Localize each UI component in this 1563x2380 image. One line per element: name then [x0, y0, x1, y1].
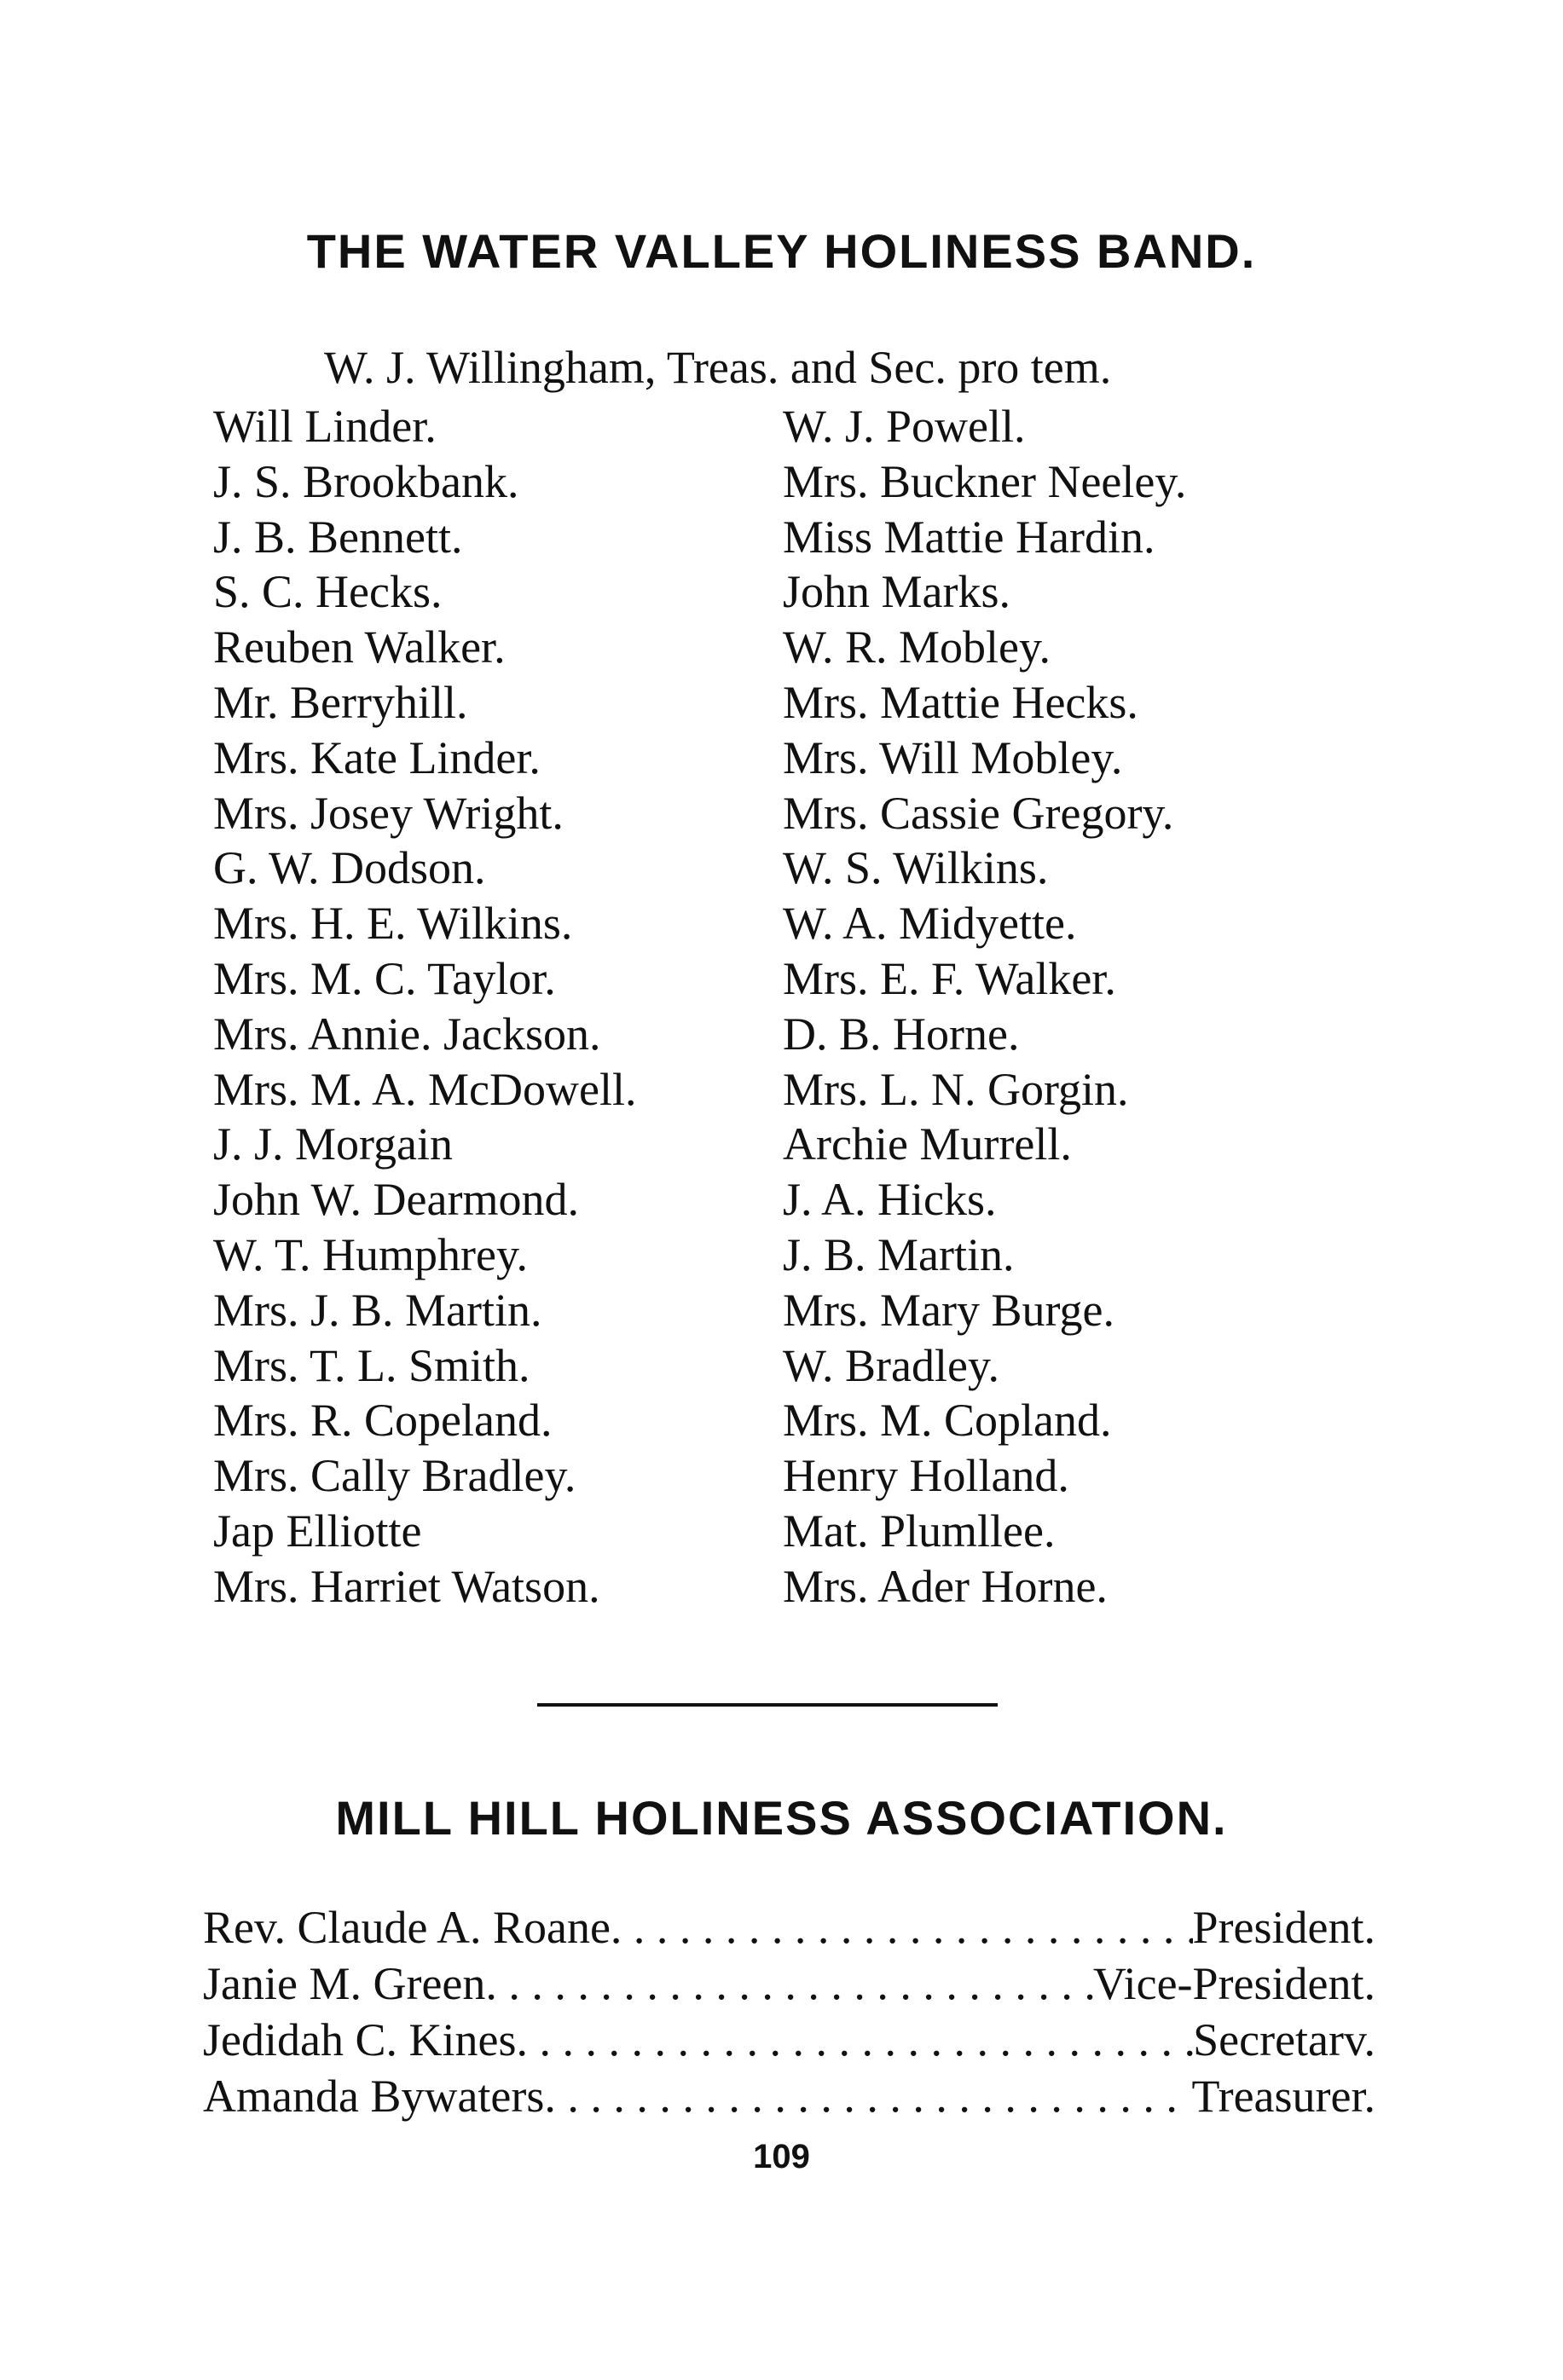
- member-name: Mat. Plumllee.: [783, 1505, 1056, 1557]
- member-name: Mrs. Cally Bradley.: [213, 1450, 576, 1502]
- right-member-column: [783, 399, 1186, 1615]
- officer-list: [203, 1899, 1375, 2124]
- section-divider: [537, 1703, 998, 1707]
- member-name: J. S. Brookbank.: [213, 455, 519, 507]
- member-name: Archie Murrell.: [783, 1118, 1072, 1170]
- dot-leader: [516, 2012, 1193, 2068]
- member-name: Mrs. H. E. Wilkins.: [213, 898, 573, 950]
- member-name: Mrs. M. C. Taylor.: [213, 952, 556, 1004]
- member-name: Mrs. T. L. Smith.: [213, 1339, 530, 1391]
- member-name: Mrs. Annie. Jackson.: [213, 1008, 601, 1060]
- member-name: W. R. Mobley.: [783, 621, 1051, 673]
- officer-row: [203, 1955, 1375, 2012]
- officer-title: President.: [1192, 1902, 1375, 1953]
- member-name: Mrs. Buckner Neeley.: [783, 455, 1187, 507]
- officer-title: Vice-President.: [1092, 1958, 1375, 2009]
- member-name: Mrs. Josey Wright.: [213, 787, 564, 839]
- officer-title: Secretarv.: [1193, 2014, 1375, 2065]
- member-name: W. A. Midyette.: [783, 898, 1077, 950]
- member-name: J. B. Martin.: [783, 1228, 1015, 1280]
- member-name: Mrs. Harriet Watson.: [213, 1560, 600, 1612]
- officer-row: [203, 2068, 1375, 2124]
- member-name: S. C. Hecks.: [213, 566, 443, 618]
- member-name: J. A. Hicks.: [783, 1174, 997, 1226]
- member-name: W. J. Powell.: [783, 401, 1026, 452]
- member-name: Mrs. Kate Linder.: [213, 731, 541, 783]
- member-name: Mrs. R. Copeland.: [213, 1395, 553, 1447]
- officer-name: Amanda Bywaters: [203, 2071, 545, 2122]
- officer-name: Jedidah C. Kines: [203, 2014, 517, 2065]
- section-title-mill-hill: MILL HILL HOLINESS ASSOCIATION.: [335, 1791, 1228, 1845]
- member-name: Mrs. Mary Burge.: [783, 1284, 1114, 1336]
- member-name: J. J. Morgain: [213, 1118, 454, 1170]
- member-name: Mrs. Ader Horne.: [783, 1560, 1108, 1612]
- officer-name: Janie M. Green: [203, 1958, 486, 2009]
- member-name: Henry Holland.: [783, 1450, 1069, 1502]
- member-name: Reuben Walker.: [213, 621, 506, 673]
- member-name: W. T. Humphrey.: [213, 1228, 528, 1280]
- member-name: Mrs. M. A. McDowell.: [213, 1063, 637, 1115]
- officer-row: [203, 2012, 1375, 2068]
- dot-leader: [544, 2068, 1191, 2124]
- dot-leader: [485, 1955, 1092, 2012]
- member-name: Mr. Berryhill.: [213, 676, 468, 728]
- treasurer-line: W. J. Willingham, Treas. and Sec. pro tem.: [324, 342, 1112, 393]
- officer-name: Rev. Claude A. Roane: [203, 1902, 611, 1953]
- page-number: 109: [753, 2138, 810, 2175]
- member-name: Mrs. Cassie Gregory.: [783, 787, 1174, 839]
- member-name: Mrs. M. Copland.: [783, 1395, 1112, 1447]
- member-name: W. Bradley.: [783, 1339, 999, 1391]
- member-name: Jap Elliotte: [213, 1505, 422, 1557]
- left-member-column: [213, 399, 637, 1615]
- member-name: J. B. Bennett.: [213, 511, 463, 563]
- member-name: John Marks.: [783, 566, 1010, 618]
- member-name: Mrs. Mattie Hecks.: [783, 676, 1138, 728]
- member-name: Mrs. Will Mobley.: [783, 731, 1123, 783]
- section-title-water-valley: THE WATER VALLEY HOLINESS BAND.: [306, 224, 1257, 278]
- member-name: Miss Mattie Hardin.: [783, 511, 1155, 563]
- member-name: D. B. Horne.: [783, 1008, 1020, 1060]
- officer-row: [203, 1899, 1375, 1955]
- member-name: G. W. Dodson.: [213, 842, 486, 894]
- officer-title: Treasurer.: [1191, 2071, 1375, 2122]
- member-name: Mrs. L. N. Gorgin.: [783, 1063, 1129, 1115]
- member-name: Will Linder.: [213, 401, 437, 452]
- member-name: W. S. Wilkins.: [783, 842, 1049, 894]
- member-name: Mrs. J. B. Martin.: [213, 1284, 542, 1336]
- dot-leader: [611, 1899, 1193, 1955]
- member-name: Mrs. E. F. Walker.: [783, 952, 1116, 1004]
- member-name: John W. Dearmond.: [213, 1174, 579, 1226]
